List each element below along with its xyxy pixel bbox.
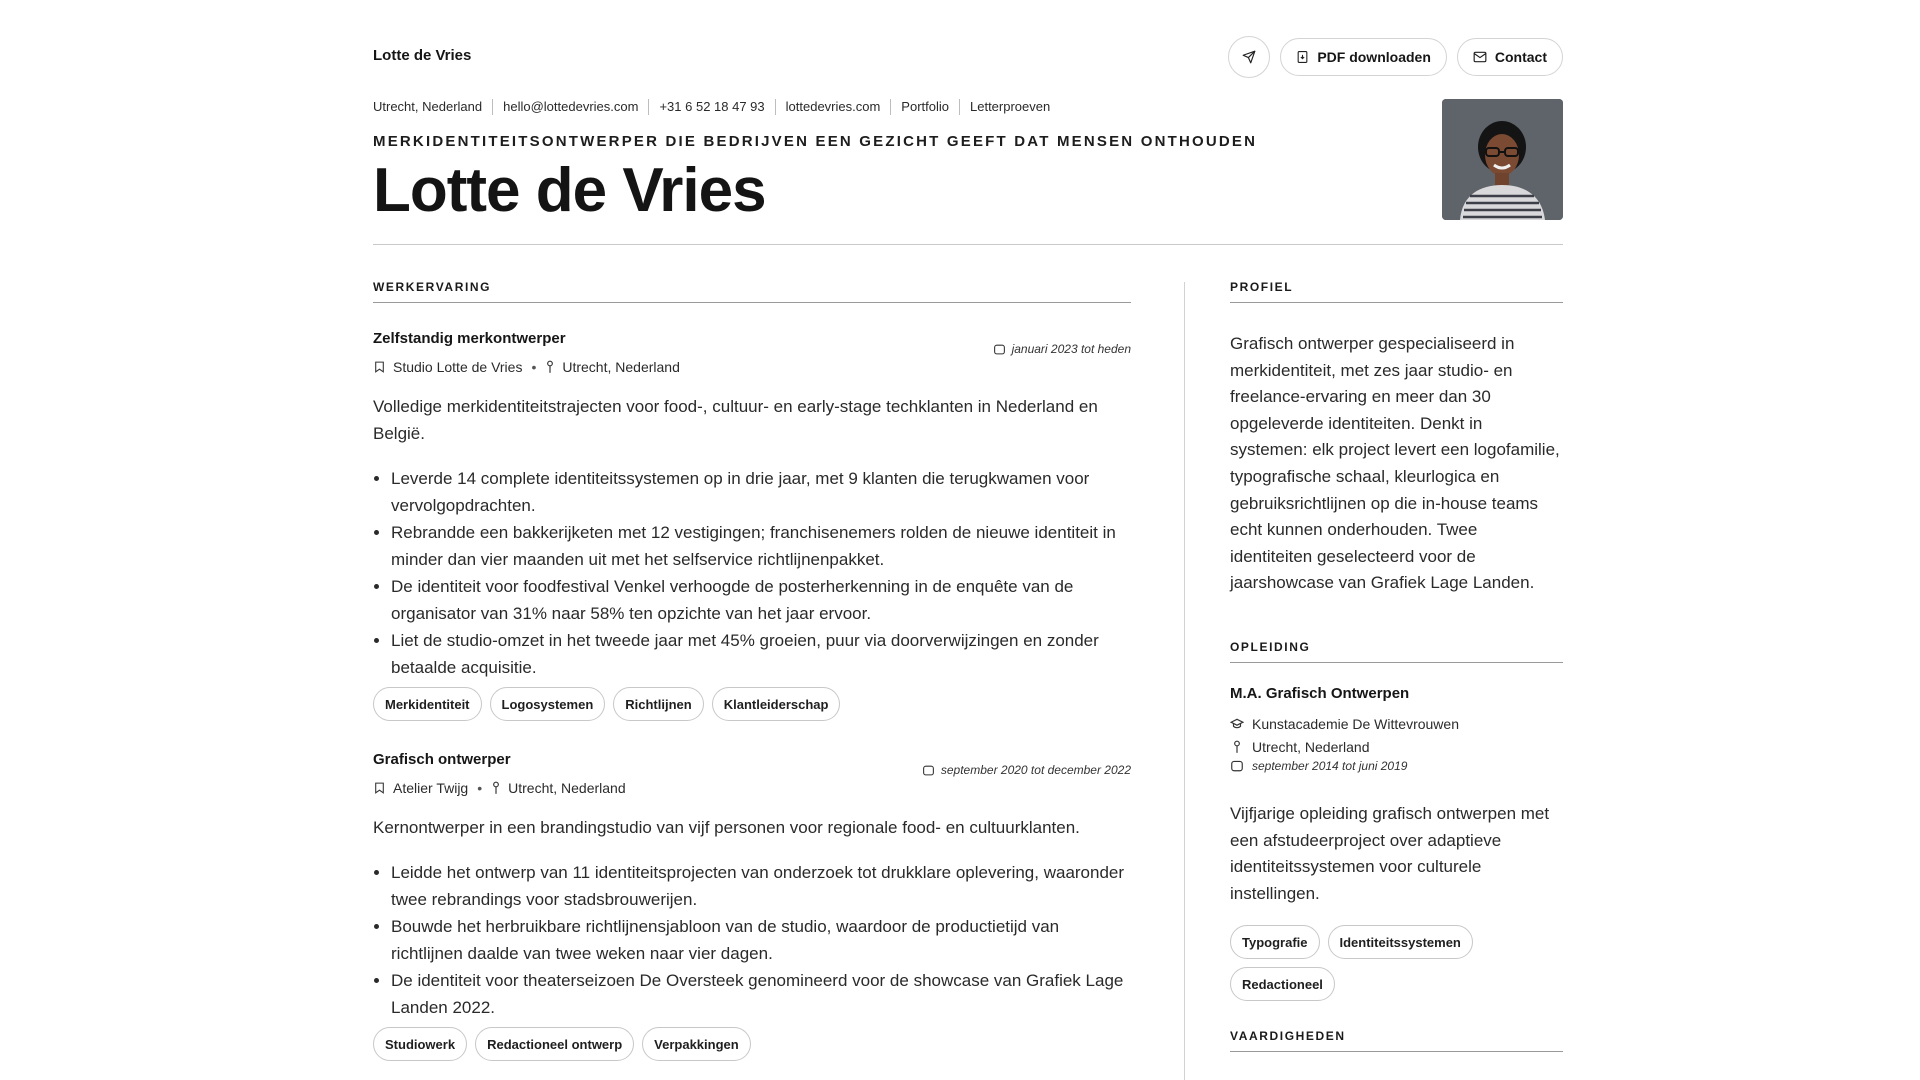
contact-website-link[interactable]: lottedevries.com	[775, 99, 891, 115]
achievement-item: • Leverde 14 complete identiteitssystemen op in drie jaar, met 9 klanten die terugkwamen voor vervolgopdrachten.	[391, 465, 1131, 519]
contact-info-row	[373, 99, 1060, 115]
job-date-text: september 2020 tot december 2022	[940, 763, 1131, 777]
achievement-item: • Leidde het ontwerp van 11 identiteitsprojecten van onderzoek tot drukklare oplevering, waaronder twee rebrandings voor stadsbrouwerijen.	[391, 859, 1131, 913]
calendar-icon	[993, 343, 1006, 355]
job-description: Volledige merkidentiteitstrajecten voor food-, cultuur- en early-stage techklanten in Nederland en België.	[373, 397, 1098, 443]
brand-name[interactable]: Lotte de Vries	[373, 47, 472, 64]
job-date	[993, 342, 1131, 356]
contact-location: Utrecht, Nederland	[373, 99, 483, 114]
file-download-icon	[1296, 50, 1309, 64]
job-date	[922, 763, 1131, 777]
achievement-item: • Bouwde het herbruikbare richtlijnensjabloon van de studio, waardoor de productietijd van richtlijnen daalde van twee weken naar vier dagen.	[391, 913, 1131, 967]
experience-section	[373, 280, 1131, 1061]
experience-heading: WERKERVARING	[373, 280, 1131, 303]
achievement-item: • De identiteit voor theaterseizoen De Oversteek genomineerd voor de showcase van Grafiek Lage Landen 2022.	[391, 967, 1131, 1021]
contact-label: Contact	[1494, 49, 1547, 65]
achievement-item: • De identiteit voor foodfestival Venkel verhoogde de posterherkenning in de enquête van de organisator van 31% naar 58% ten opzichte van het jaar ervoor.	[391, 573, 1131, 627]
contact-portfolio-link[interactable]: Portfolio	[890, 99, 959, 115]
skill-tag[interactable]: Typografie	[1230, 925, 1320, 959]
job-location: Utrecht, Nederland	[508, 780, 626, 796]
contact-email-link[interactable]: hello@lottedevries.com	[492, 99, 648, 115]
building-icon	[373, 360, 386, 374]
job-entry	[373, 751, 1131, 1061]
profile-photo	[1442, 99, 1563, 220]
education-degree: M.A. Grafisch Ontwerpen	[1230, 684, 1410, 702]
skill-tag[interactable]: Redactioneel ontwerp	[475, 1027, 634, 1061]
education-school-name: Kunstacademie De Wittevrouwen	[1252, 715, 1459, 732]
top-bar	[373, 36, 1563, 76]
pdf-download-button[interactable]	[1280, 38, 1447, 76]
education-date-text: september 2014 tot juni 2019	[1252, 758, 1408, 773]
achievement-item: • Liet de studio-omzet in het tweede jaar met 45% groeien, puur via doorverwijzingen en zonder betaalde acquisitie.	[391, 627, 1131, 681]
job-meta	[373, 359, 1131, 375]
job-company: Studio Lotte de Vries	[393, 359, 523, 375]
job-achievements	[373, 465, 1131, 681]
skill-tag[interactable]: Verpakkingen	[642, 1027, 751, 1061]
education-location-text: Utrecht, Nederland	[1252, 738, 1370, 755]
skill-tag[interactable]: Redactioneel	[1230, 967, 1335, 1001]
tagline: MERKIDENTITEITSONTWERPER DIE BEDRIJVEN EEN GEZICHT GEEFT DAT MENSEN ONTHOUDEN	[373, 133, 1258, 150]
building-icon	[373, 781, 386, 795]
skill-tag[interactable]: Klantleiderschap	[712, 687, 841, 721]
skill-tag[interactable]: Merkidentiteit	[373, 687, 482, 721]
profile-heading: PROFIEL	[1230, 280, 1563, 303]
contact-phone-link[interactable]: +31 6 52 18 47 93	[648, 99, 774, 115]
job-entry	[373, 330, 1131, 721]
pdf-download-label: PDF downloaden	[1317, 49, 1431, 65]
sidebar	[1230, 280, 1563, 1052]
job-achievements	[373, 859, 1131, 1021]
meta-separator: •	[477, 780, 483, 796]
job-title: Grafisch ontwerper	[373, 751, 511, 768]
top-actions	[1228, 36, 1563, 78]
calendar-icon	[1230, 759, 1244, 772]
achievement-item: • Rebrandde een bakkerijketen met 12 vestigingen; franchisenemers rolden de nieuwe identiteit in minder dan vier maanden uit met het selfservice richtlijnenpakket.	[391, 519, 1131, 573]
education-date	[1230, 759, 1563, 773]
skills-heading: VAARDIGHEDEN	[1230, 1029, 1563, 1052]
skill-tag[interactable]: Logosystemen	[490, 687, 606, 721]
job-tags	[373, 687, 1131, 721]
column-divider	[1184, 282, 1185, 1080]
education-location	[1230, 739, 1563, 755]
education-school	[1230, 716, 1563, 732]
send-icon	[1242, 50, 1256, 64]
contact-letterproeven-link[interactable]: Letterproeven	[959, 99, 1060, 115]
job-location: Utrecht, Nederland	[562, 359, 680, 375]
location-pin-icon	[545, 360, 555, 374]
skill-tag[interactable]: Studiowerk	[373, 1027, 467, 1061]
location-pin-icon	[1230, 740, 1244, 754]
share-button[interactable]	[1228, 36, 1270, 78]
skill-tag[interactable]: Identiteitssystemen	[1328, 925, 1473, 959]
graduation-cap-icon	[1230, 718, 1244, 730]
skill-tag[interactable]: Richtlijnen	[613, 687, 703, 721]
job-company: Atelier Twijg	[393, 780, 469, 796]
education-description: Vijfjarige opleiding grafisch ontwerpen met een afstudeerproject over adaptieve identiteitssystemen voor culturele instellingen.	[1230, 803, 1550, 903]
education-tags	[1230, 925, 1563, 1001]
meta-separator: •	[531, 359, 537, 375]
header-divider	[373, 244, 1563, 245]
mail-icon	[1473, 51, 1487, 63]
job-meta	[373, 780, 1131, 796]
calendar-icon	[922, 764, 935, 776]
portrait-image	[1442, 99, 1563, 220]
location-pin-icon	[491, 781, 501, 795]
profile-text: Grafisch ontwerper gespecialiseerd in merkidentiteit, met zes jaar studio- en freelance-ervaring en meer dan 30 opgeleverde identiteiten. Denkt in systemen: elk project levert een logofamilie, typografische schaal, kleurlogica en gebruiksrichtlijnen op die in-house teams echt kunnen onderhouden. Twee identiteiten geselecteerd voor de jaarshowcase van Grafiek Lage Landen.	[1230, 334, 1560, 593]
education-heading: OPLEIDING	[1230, 640, 1563, 663]
job-description: Kernontwerper in een brandingstudio van vijf personen voor regionale food- en cultuurklanten.	[373, 818, 1080, 837]
job-title: Zelfstandig merkontwerper	[373, 330, 566, 347]
job-tags	[373, 1027, 1131, 1061]
resume-page	[373, 0, 1563, 1080]
job-date-text: januari 2023 tot heden	[1011, 342, 1131, 356]
page-title: Lotte de Vries	[373, 156, 766, 225]
contact-button[interactable]	[1457, 38, 1563, 76]
